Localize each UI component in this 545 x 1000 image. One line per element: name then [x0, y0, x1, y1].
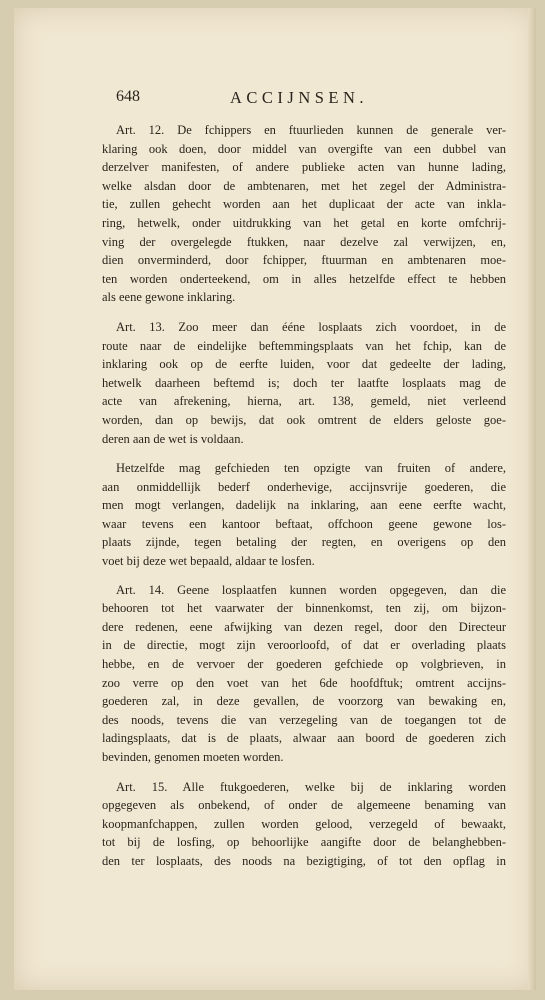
text-line: dere redenen, eene afwijking van dezen regel, door den Directeur: [102, 619, 506, 634]
text-line: zoo verre op den voet van het 6de hoofdftuk; omtrent accijns-: [102, 675, 506, 690]
text-line: plaats zijnde, tegen betaling der regten, en overigens op den: [102, 535, 506, 550]
text-line: deren aan de wet is voldaan.: [102, 431, 244, 446]
text-line: aan onmiddellijk bederf onderhevige, accijnsvrije goederen, die: [102, 479, 506, 494]
text-line: goederen zal, in deze gevallen, de voorzorg van bewaking en,: [102, 694, 506, 709]
body-text: [102, 121, 506, 882]
text-line: men mogt verlangen, dadelijk na inklaring, aan eene eerfte wacht,: [102, 498, 506, 513]
page-header: [100, 88, 510, 112]
text-line: Art. 15. Alle ftukgoederen, welke bij de inklaring worden: [116, 779, 506, 794]
text-line: derzelver manifesten, of andere publieke acten van hunne lading,: [102, 160, 506, 175]
text-line: behooren tot het vaarwater der binnenkomst, ten zij, om bijzon-: [102, 601, 506, 616]
text-line: tie, zullen gehecht worden aan het duplicaat der acte van inkla-: [102, 197, 506, 212]
paragraph: [102, 318, 506, 448]
text-line: ladingsplaats, dat is de plaats, alwaar aan boord de goederen zich: [102, 731, 506, 746]
paragraph: [102, 121, 506, 307]
page-edge: [528, 8, 536, 990]
text-line: Art. 14. Geene losplaatfen kunnen worden opgegeven, dan die: [116, 582, 506, 597]
text-line: welke alsdan door de ambtenaren, met het zegel der Administra-: [102, 178, 506, 193]
text-line: des noods, tevens die van verzegeling van de toegangen tot de: [102, 712, 506, 727]
paragraph: [102, 581, 506, 767]
text-line: hetwelk daarheen beftemd is; doch ter laatfte losplaats mag de: [102, 375, 506, 390]
running-title: ACCIJNSEN.: [230, 88, 369, 107]
text-line: hebbe, en de vervoer der goederen gefchiede op volgbrieven, in: [102, 657, 506, 672]
text-line: als eene gewone inklaring.: [102, 290, 236, 305]
text-line: ring, hetwelk, onder uitdrukking van het getal en korte omfchrij-: [102, 215, 506, 230]
paragraph: [102, 778, 506, 871]
text-line: inklaring ook op de eerfte luiden, voor dat gedeelte der lading,: [102, 357, 506, 372]
paragraph: [102, 459, 506, 571]
text-line: klaring ook doen, door middel van overgifte van een dubbel van: [102, 141, 506, 156]
text-line: den ter losplaats, des noods na bezigtiging, of tot den opflag in: [102, 853, 506, 868]
text-line: bevinden, genomen moeten worden.: [102, 750, 284, 764]
text-line: worden, dan op bewijs, dat ook omtrent de elders geloste goe-: [102, 412, 506, 427]
page-number: 648: [116, 88, 140, 105]
text-line: waar tevens een kantoor beftaat, offchoon geene gewone los-: [102, 516, 506, 531]
text-line: acte van afrekening, hierna, art. 138, gemeld, niet verleend: [102, 394, 506, 409]
text-line: route naar de eindelijke beftemmingsplaats van het fchip, kan de: [102, 338, 506, 353]
text-line: koopmanfchappen, zullen worden gelood, verzegeld of bewaakt,: [102, 816, 506, 831]
text-line: ten worden onderteekend, om in alles hetzelfde effect te hebben: [102, 271, 506, 286]
text-line: Art. 13. Zoo meer dan ééne losplaats zich voordoet, in de: [116, 319, 506, 334]
text-line: dien onverminderd, door fchipper, ftuurman en ambtenaren moe-: [102, 253, 506, 268]
text-line: ving der overgelegde ftukken, naar dezelve zal verwijzen, en,: [102, 234, 506, 249]
text-line: voet bij deze wet bepaald, aldaar te losfen.: [102, 554, 315, 569]
text-line: Hetzelfde mag gefchieden ten opzigte van fruiten of andere,: [116, 461, 506, 476]
text-line: Art. 12. De fchippers en ftuurlieden kunnen de generale ver-: [116, 123, 506, 137]
text-line: in de directie, mogt zijn veroorloofd, of dat er overlading plaats: [102, 638, 506, 653]
text-line: opgegeven als onbekend, of onder de algemeene benaming van: [102, 798, 506, 813]
text-line: tot bij de losfing, op behoorlijke aangifte door de belanghebben-: [102, 835, 506, 850]
